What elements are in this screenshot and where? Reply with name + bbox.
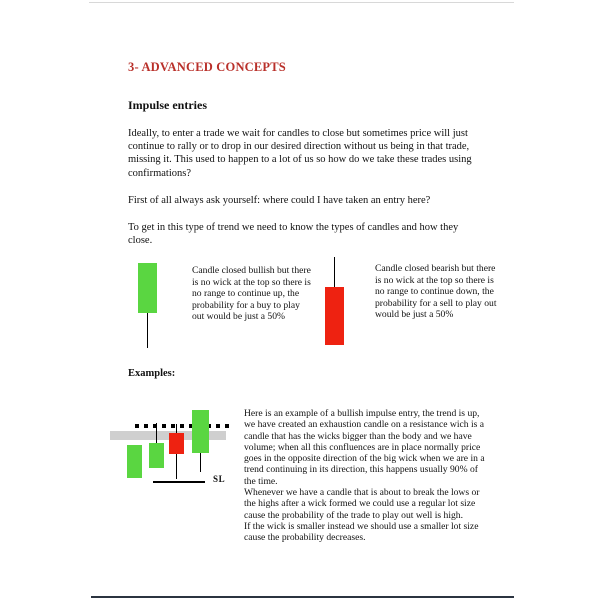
candle-body: [127, 445, 142, 478]
bullish-candlestick-icon: [138, 263, 157, 348]
chart-candle-1: [127, 445, 142, 478]
body-paragraph-3: To get in this type of trend we need to know the types of candles and how they close.: [128, 222, 459, 247]
impulse-entry-chart: [105, 400, 235, 500]
example-description-line-2: Whenever we have a candle that is about to break the lows or the highs after a wick formed we could use a regular lot size cause the probability of the trade to play out well is high.: [244, 487, 480, 521]
examples-label: Examples:: [128, 368, 176, 379]
stop-loss-line: [153, 481, 205, 483]
chart-candle-4-impulse: [192, 410, 209, 472]
body-paragraph-1: Ideally, to enter a trade we wait for candles to close but sometimes price will just continue to rally or to drop in our desired direction without us being in that trade, missing it. This used to happen to a lot of us so how do we take these trades using confirmations?: [128, 128, 472, 179]
candle-lower-wick: [147, 313, 149, 348]
candle-body: [325, 287, 344, 345]
example-description: [244, 408, 489, 544]
candle-body: [192, 410, 209, 453]
candle-body: [138, 263, 157, 313]
document-content: [128, 60, 480, 247]
candle-illustration-row: [128, 255, 497, 355]
candle-wick: [156, 423, 158, 443]
chart-candle-2: [149, 423, 164, 468]
candle-body: [149, 443, 164, 468]
page-title: 3- ADVANCED CONCEPTS: [128, 60, 286, 74]
chart-candle-3-exhaustion: [169, 424, 184, 479]
subsection-title: Impulse entries: [128, 98, 207, 112]
example-description-line-3: If the wick is smaller instead we should use a smaller lot size cause the probability decreases.: [244, 520, 479, 544]
bearish-candlestick-icon: [325, 257, 344, 345]
bullish-candle-caption: Candle closed bullish but there is no wick at the top so there is no range to continue up, the probability for a buy to play out would be just a 50%: [192, 265, 311, 323]
body-paragraph-2: First of all always ask yourself: where could I have taken an entry here?: [128, 194, 431, 206]
page-footer-rule: [91, 596, 514, 598]
example-description-line-1: Here is an example of a bullish impulse entry, the trend is up, we have created an exhaustion candle on a resistance wich is a candle that has the wicks bigger than the body and we have volume; when all this confluences are in place normally price goes in the opposite direction of the big wick when we are in a trend continuing in its direction, this happens usually 90% of the time.: [244, 408, 485, 487]
stop-loss-label: SL: [213, 474, 226, 484]
page-header-rule: [89, 2, 514, 3]
candle-upper-wick: [334, 257, 336, 287]
bearish-candle-caption: Candle closed bearish but there is no wick at the top so there is no range to continue down, the probability for a sell to play out would be just a 50%: [375, 263, 497, 321]
candle-body: [169, 433, 184, 454]
